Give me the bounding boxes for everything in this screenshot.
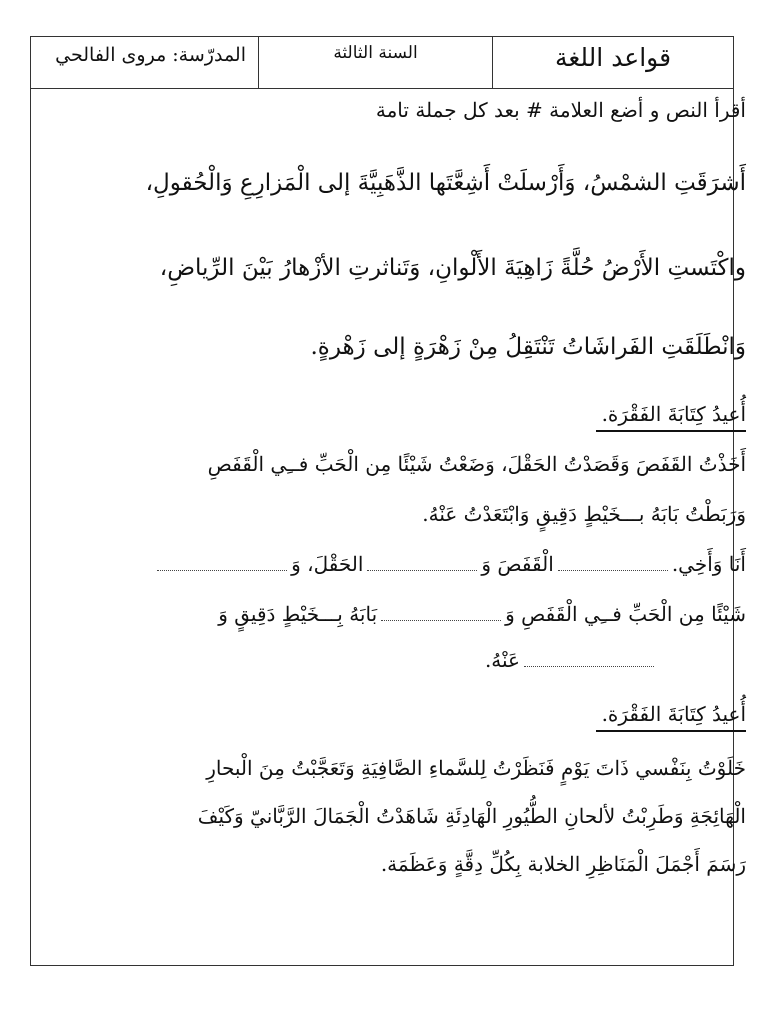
section3-line-2: الْهَائِجَةِ وَطَرِبْتُ لألحانِ الطُّيُورِ الْهَادِئَةِ شَاهَدْتُ الْجَمَالَ الرَّبَّانيّ وَكَيْفَ <box>197 804 746 828</box>
section2-heading: أُعيدُ كِتَابَةَ الفَقْرَة. <box>596 402 746 432</box>
blank-3[interactable] <box>157 569 287 571</box>
fill-1-a: أَنَا وَأَخِي. <box>671 552 746 576</box>
section2-line-2: وَرَبَطْتُ بَابَهُ بـــخَيْطٍ دَقِيقٍ وَابْتَعَدْتُ عَنْهُ. <box>422 502 746 526</box>
blank-1[interactable] <box>558 569 668 571</box>
instruction-text: أقرأ النص و أضع العلامة # بعد كل جملة تامة <box>375 98 746 122</box>
blank-4[interactable] <box>381 619 501 621</box>
passage-line-1: أَشرَقَتِ الشمْسُ، وَأَرْسلَتْ أَشِعَّتَها الذَّهَبِيَّةَ إلى الْمَزارِعِ وَالْحُقولِ، <box>145 170 746 196</box>
fill-line-2 <box>218 602 746 626</box>
section2-line-1: أَخَذْتُ القَفَصَ وَقَصَدْتُ الحَقْلَ، وَضَعْتُ شَيْئًا مِن الْحَبِّ فــِي الْقَفَصِ <box>207 452 746 476</box>
school-year: السنة الثالثة <box>333 43 418 63</box>
subject-title: قواعد اللغة <box>554 43 672 72</box>
passage-line-3: وَانْطَلَقَتِ الفَراشَاتُ تَنْتَقِلُ مِنْ زَهْرَةٍ إلى زَهْرةٍ. <box>310 334 746 360</box>
section3-heading: أُعيدُ كِتَابَةَ الفَقْرَة. <box>596 702 746 732</box>
year-cell <box>259 37 493 89</box>
fill-1-c: الحَقْلَ، وَ <box>291 552 364 576</box>
fill-3-a: عَنْهُ. <box>484 648 520 672</box>
section3-line-1: خَلَوْتُ بِنَفْسي ذَاتَ يَوْمٍ فَنَظَرْتُ لِلسَّماءِ الصَّافِيَةِ وَتَعَجَّبْتُ مِنَ الْبحارِ <box>206 756 746 780</box>
fill-2-a: شَيْئًا مِن الْحَبِّ فــِي الْقَفَصِ وَ <box>505 602 746 626</box>
header-table <box>31 37 733 89</box>
fill-2-b: بَابَهُ بِـــخَيْطٍ دَقِيقٍ وَ <box>218 602 378 626</box>
fill-line-3 <box>485 648 658 672</box>
fill-1-b: الْقَفَصَ وَ <box>481 552 554 576</box>
blank-2[interactable] <box>367 569 477 571</box>
fill-line-1 <box>153 552 746 576</box>
subject-cell <box>493 37 733 89</box>
passage-line-2: واكْتَستِ الأَرْضُ حُلَّةً زَاهِيَةَ الأَلْوانِ، وَتَناثرتِ الأزْهارُ بَيْنَ الرِّياضِ، <box>159 255 746 281</box>
teacher-cell <box>31 37 259 89</box>
blank-5[interactable] <box>524 665 654 667</box>
section3-line-3: رَسَمَ أَجْمَلَ الْمَنَاظِرِ الخلابة بِكُلِّ دِقَّةٍ وَعَظَمَة. <box>380 852 746 876</box>
teacher-name: المدرّسة: مروى الفالحي <box>55 44 246 66</box>
